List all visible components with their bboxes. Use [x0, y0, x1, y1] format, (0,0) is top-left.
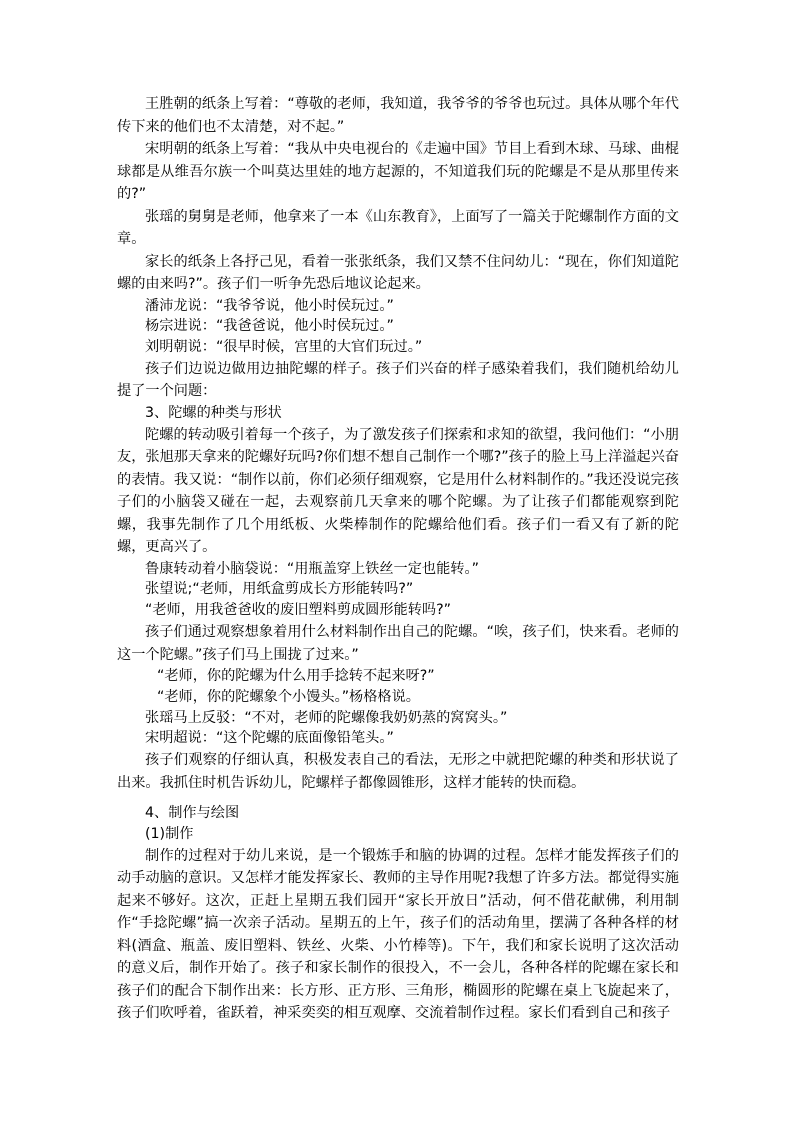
- paragraph-children-discuss: 孩子们边说边做用边抽陀螺的样子。孩子们兴奋的样子感染着我们，我们随机给幼儿提了一个问题：: [117, 360, 679, 400]
- paragraph-yang-gege: “老师，你的陀螺象个小馒头。”杨格格说。: [157, 688, 420, 705]
- paragraph-parents-notes: 家长的纸条上各抒己见，看着一张张纸条，我们又禁不住问幼儿：“现在，你们知道陀螺的由来吗?”。孩子们一听争先恐后地议论起来。: [117, 253, 679, 292]
- section-heading-types-shapes: 3、陀螺的种类与形状: [145, 404, 282, 421]
- paragraph-why-not-spin: “老师，你的陀螺为什么用手捻转不起来呀?”: [157, 668, 435, 685]
- paragraph-zhang-wang: 张望说;“老师，用纸盒剪成长方形能转吗?”: [145, 581, 414, 598]
- paragraph-song-mingchao-pencil: 宋明超说：“这个陀螺的底面像铅笔头。”: [145, 730, 394, 747]
- paragraph-spinning-attraction: 陀螺的转动吸引着每一个孩子，为了激发孩子们探索和求知的欲望，我问他们：“小朋友，张旭那天拿来的陀螺好玩吗?你们想不想自己制作一个哪?”孩子的脸上马上洋溢起兴奋的表情。我又说：“制作以前，你们必须仔细观察，它是用什么材料制作的。”我还没说完孩子们的小脑袋又碰在一起，去观察前几天拿来的哪个陀螺。为了让孩子们都能观察到陀螺，我事先制作了几个用纸板、火柴棒制作的陀螺给他们看。孩子们一看又有了新的陀螺，更高兴了。: [117, 426, 679, 556]
- paragraph-lu-kang: 鲁康转动着小脑袋说：“用瓶盖穿上铁丝一定也能转。”: [145, 560, 479, 577]
- spacer: [117, 794, 679, 803]
- paragraph-wang-shengchao-note: 王胜朝的纸条上写着：“尊敬的老师，我知道，我爷爷的爷爷也玩过。具体从哪个年代传下来的他们也不太清楚，对不起。”: [117, 96, 679, 135]
- paragraph-making-process: 制作的过程对于幼儿来说，是一个锻炼手和脑的协调的过程。怎样才能发挥孩子们的动手动脑的意识。又怎样才能发挥家长、教师的主导作用呢?我想了许多方法。都觉得实施起来不够好。这次，正赶上星期五我们园开“家长开放日”活动，何不借花献佛，利用制作“手捻陀螺”搞一次亲子活动。星期五的上午，孩子们的活动角里，摆满了各种各样的材料(酒盒、瓶盖、废旧塑料、铁丝、火柴、小竹棒等)。下午，我们和家长说明了这次活动的意义后，制作开始了。孩子和家长制作的很投入，不一会儿，各种各样的陀螺在家长和孩子们的配合下制作出来：长方形、正方形、三角形，椭圆形的陀螺在桌上飞旋起来了，孩子们吹呼着，雀跃着，神采奕奕的相互观摩、交流着制作过程。家长们看到自己和孩子: [117, 847, 679, 1022]
- document-page: [117, 93, 679, 1025]
- paragraph-yang-zongjin: 杨宗进说：“我爸爸说，他小时侯玩过。”: [145, 318, 394, 335]
- paragraph-zhang-yao-uncle: 张瑶的舅舅是老师，他拿来了一本《山东教育》，上面写了一篇关于陀螺制作方面的文章。: [117, 208, 679, 247]
- paragraph-pan-peilong: 潘沛龙说：“我爷爷说，他小时侯玩过。”: [145, 297, 394, 314]
- paragraph-song-mingchao-note: 宋明朝的纸条上写着：“我从中央电视台的《走遍中国》节目上看到木球、马球、曲棍球都是从维吾尔族一个叫莫达里娃的地方起源的，不知道我们玩的陀螺是不是从那里传来的?”: [117, 141, 679, 202]
- paragraph-observation-summary: 孩子们观察的仔细认真，积极发表自己的看法，无形之中就把陀螺的种类和形状说了出来。我抓住时机告诉幼儿，陀螺样子都像圆锥形，这样才能转的快而稳。: [117, 752, 679, 791]
- paragraph-dad-plastic: “老师，用我爸爸收的废旧塑料剪成圆形能转吗?”: [145, 602, 451, 619]
- paragraph-children-observe: 孩子们通过观察想象着用什么材料制作出自己的陀螺。“唉，孩子们，快来看。老师的这一个陀螺。”孩子们马上围拢了过来。”: [117, 624, 679, 663]
- paragraph-liu-mingchao: 刘明朝说：“很早时候，宫里的大官们玩过。”: [145, 339, 423, 356]
- paragraph-zhang-yao-rebut: 张瑶马上反驳：“不对，老师的陀螺像我奶奶蒸的窝窝头。”: [145, 709, 508, 726]
- subheading-making: (1)制作: [145, 826, 194, 843]
- section-heading-making-drawing: 4、制作与绘图: [145, 805, 240, 822]
